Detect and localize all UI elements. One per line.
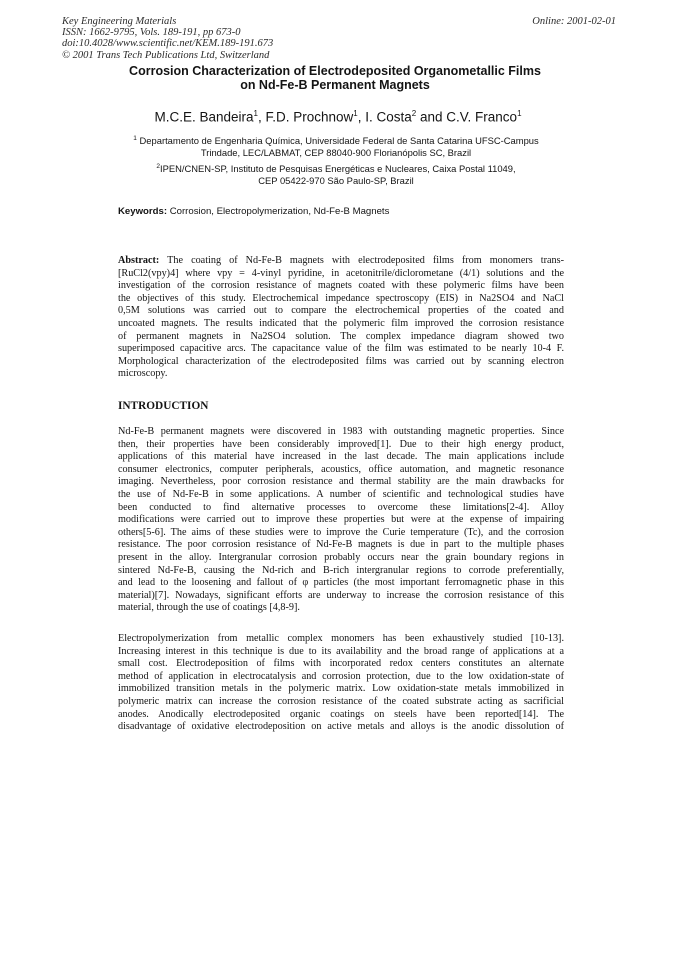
affiliation-mark: 2 xyxy=(156,163,161,170)
paragraph-line: resistance. The poor corrosion resistance of Nd-Fe-B magnets is due in part to the multiple phases xyxy=(118,539,564,551)
affiliation-line: Trindade, LEC/LABMAT, CEP 88040-900 Florianópolis SC, Brazil xyxy=(200,146,472,158)
paragraph-line: disadvantage of oxidative electrodeposition on active metals and alloys is the anodic dissolution of xyxy=(118,721,564,733)
paragraph-line: material, through the use of coatings [4,8-9]. xyxy=(118,602,300,614)
paragraph-line: imaging. Nevertheless, poor corrosion resistance and thermal stability are the main drawbacks for xyxy=(118,476,564,488)
paragraph-line: small cost. Electrodeposition of films with incorporated redox centers constitutes an alternate xyxy=(118,658,564,670)
affiliation-text: Departamento de Engenharia Química, Universidade Federal de Santa Catarina UFSC-Campus xyxy=(139,135,539,147)
author-separator: , xyxy=(357,109,366,125)
abstract-line: of permanent magnets in Na2SO4 solution. The complex impedance diagram showed two xyxy=(118,330,564,342)
abstract-text: The coating of Nd-Fe-B magnets with electrodeposited films from monomers trans- xyxy=(159,255,564,266)
online-date: Online: 2001-02-01 xyxy=(532,16,616,27)
journal-name: Key Engineering Materials xyxy=(62,16,177,27)
author-name: I. Costa xyxy=(365,109,412,125)
journal-doi: doi:10.4028/www.scientific.net/KEM.189-191.673 xyxy=(62,38,274,50)
author-separator: , xyxy=(257,109,266,125)
paragraph-line: and lead to the loosening and fallout of φ particles (the most important ferromagnetic phase in this xyxy=(118,577,564,589)
abstract-line: the objectives of this study. Electrochemical impedance spectroscopy (EIS) in Na2SO4 and NaCl xyxy=(118,292,564,304)
paragraph-line: others[5-6]. The aims of these studies were to improve the Curie temperature (Tc), and the corrosion xyxy=(118,526,564,538)
abstract-line: 0,5M solutions was carried out to compare the electrochemical properties of the coated and xyxy=(118,305,564,317)
author-name: F.D. Prochnow xyxy=(265,109,354,125)
keywords-text: Corrosion, Electropolymerization, Nd-Fe-B Magnets xyxy=(169,206,390,217)
paragraph-line: been conducted to find alternative processes to overcome these limitations[2-4]. Alloy xyxy=(118,501,564,513)
abstract-line xyxy=(118,255,564,268)
abstract-line: [RuCl2(vpy)4] where vpy = 4-vinyl pyridine, in acetonitrile/diclorometane (4/1) solutions and the xyxy=(118,267,564,279)
paper-title xyxy=(100,64,570,92)
abstract-line: Morphological characterization of the electrodeposited films was carried out by scanning electron xyxy=(118,355,564,367)
author-affiliation-mark: 1 xyxy=(253,109,258,118)
intro-paragraph-1 xyxy=(118,426,564,615)
journal-copyright: © 2001 Trans Tech Publications Ltd, Switzerland xyxy=(62,49,270,61)
abstract-line: investigation of the corrosion resistance of magnets coated with these polymeric films have been xyxy=(118,280,564,292)
paragraph-line: then, their properties have been considerably improved[1]. Due to their high energy product, xyxy=(118,438,564,450)
paragraph-line: Nd-Fe-B permanent magnets were discovered in 1983 with outstanding magnetic properties. Since xyxy=(118,426,564,437)
paragraph-line: polymeric matrix can increase the corrosion resistance of the coated substrate acting as sacrificial xyxy=(118,695,564,707)
author-name: M.C.E. Bandeira xyxy=(154,109,254,125)
affiliation-mark: 1 xyxy=(133,135,137,142)
affiliation-line: CEP 05422-970 São Paulo-SP, Brazil xyxy=(258,174,414,186)
paragraph-line: Increasing interest in this technique is due to its availability and the broad range of applications at a xyxy=(118,645,564,657)
keywords-label: Keywords: xyxy=(118,206,168,217)
paragraph-line: immobilized transition metals in the polymeric matrix. Low oxidation-state metals immobilized in xyxy=(118,683,564,695)
paragraph-line: present in the alloy. Intergranular corrosion probably occurs near the grain boundary regions in xyxy=(118,551,564,563)
journal-issn: ISSN: 1662-9795, Vols. 189-191, pp 673-0 xyxy=(62,27,241,39)
paragraph-line: modifications were carried out to improve these properties but were at the expense of impairing xyxy=(118,514,564,526)
affiliation-1 xyxy=(106,133,566,158)
abstract-label: Abstract: xyxy=(118,255,160,266)
abstract-line: superimposed capacitive arcs. The capacitance value of the film was estimated to be nearly 10-4 F. xyxy=(118,343,564,355)
paragraph-line: material)[7]. Nowadays, significant efforts are underway to increase the corrosion resistance of this xyxy=(118,589,564,601)
intro-paragraph-2 xyxy=(118,633,564,734)
abstract-line: uncoated magnets. The results indicated that the polymeric film improved the corrosion resistance xyxy=(118,317,564,329)
paragraph-line: sintered Nd-Fe-B, causing the Nd-rich and B-rich intergranular regions to corrode preferentially, xyxy=(118,564,564,576)
affiliation-text: IPEN/CNEN-SP, Instituto de Pesquisas Energéticas e Nucleares, Caixa Postal 11049, xyxy=(160,163,516,175)
title-line: on Nd-Fe-B Permanent Magnets xyxy=(240,78,430,92)
paragraph-line: the use of Nd-Fe-B in some applications. A number of scientific and technological studies have xyxy=(118,488,564,500)
paragraph-line: anodes. Anodically electrodeposited organic coatings on steels have been reported[14]. The xyxy=(118,708,564,720)
affiliation-line xyxy=(130,161,542,175)
keywords xyxy=(118,206,578,217)
affiliation-2 xyxy=(130,161,542,186)
title-line: Corrosion Characterization of Electrodeposited Organometallic Films xyxy=(129,64,541,78)
author-separator: and xyxy=(416,109,447,125)
abstract xyxy=(118,255,564,381)
paragraph-line: method of application in electrocatalysis and corrosion protection, due to the low oxidation-state of xyxy=(118,670,564,682)
paragraph-line: consumer electronics, computer peripherals, acoustics, office automation, and magnetic resonance xyxy=(118,463,564,475)
abstract-line: microscopy. xyxy=(118,368,168,380)
author-affiliation-mark: 2 xyxy=(411,109,417,118)
author-affiliation-mark: 1 xyxy=(353,109,358,118)
paragraph-line: applications of this material have increased in the last decade. The main applications include xyxy=(118,451,564,463)
author-name: C.V. Franco xyxy=(446,109,518,125)
affiliation-line xyxy=(106,133,566,147)
paragraph-line: Electropolymerization from metallic complex monomers has been exhaustively studied [10-13]. xyxy=(118,633,564,644)
section-heading-introduction: INTRODUCTION xyxy=(118,400,209,412)
author-list xyxy=(100,109,576,125)
author-affiliation-mark: 1 xyxy=(517,109,522,118)
